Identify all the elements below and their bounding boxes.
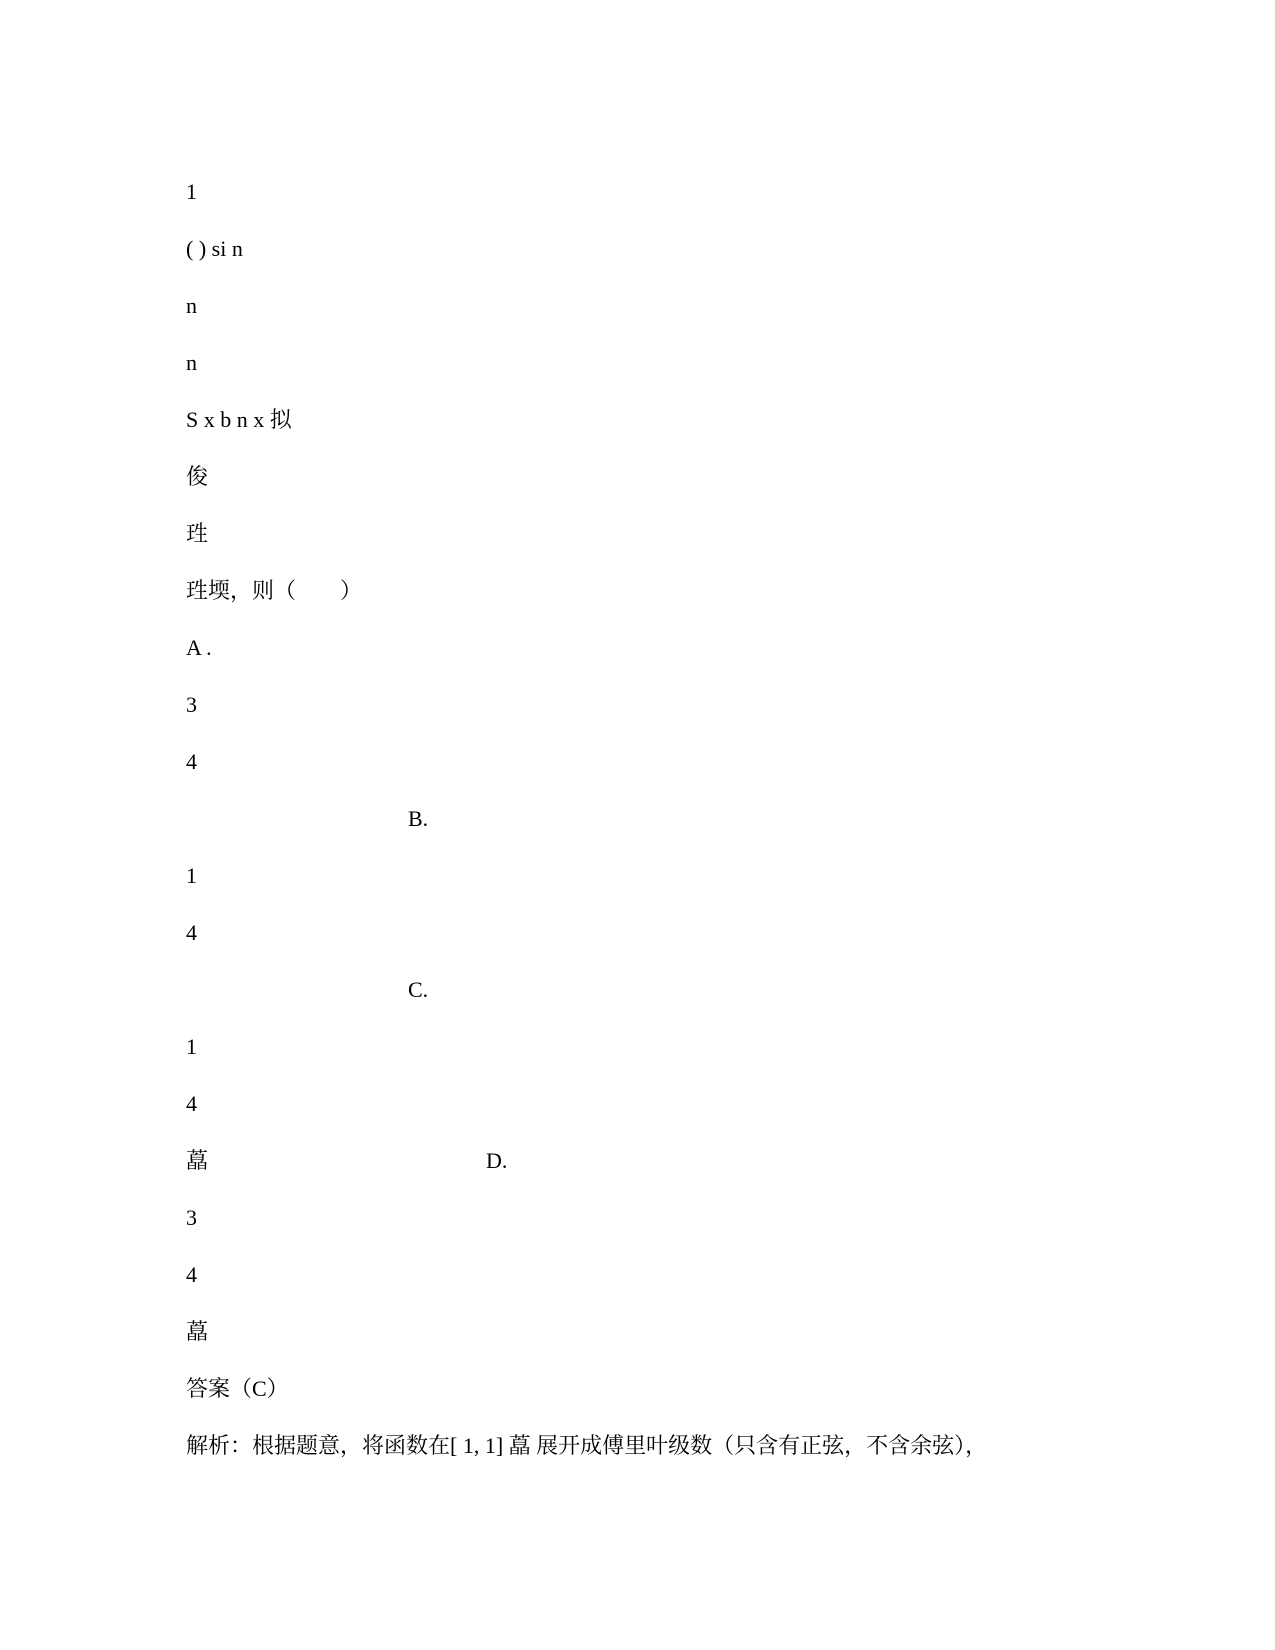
text-line: 3 [186, 1205, 197, 1230]
text-line: 4 [186, 920, 197, 945]
text-line: 1 [186, 863, 197, 888]
text-line: n [186, 350, 197, 375]
text-line: 藠 [186, 1319, 209, 1344]
option-c-label: C. [408, 977, 429, 1002]
text-line: 4 [186, 1091, 197, 1116]
text-line: ( ) si n [186, 236, 243, 261]
option-d-label: D. [486, 1148, 508, 1173]
answer-line: 答案（C） [186, 1376, 289, 1401]
text-line: 4 [186, 1262, 197, 1287]
text-line: S x b n x 拟 [186, 407, 292, 432]
text-line: 3 [186, 692, 197, 717]
text-line: n [186, 293, 197, 318]
text-line: 1 [186, 179, 197, 204]
option-a-label: A . [186, 635, 212, 660]
text-line: 藠 [186, 1148, 209, 1173]
analysis-line: 解析：根据题意，将函数在[ 1, 1] 藠 展开成傅里叶级数（只含有正弦，不含余弦）， [186, 1433, 988, 1458]
question-stem: 珄堧，则（ ） [186, 578, 363, 603]
text-line: 珄 [186, 521, 209, 546]
text-line: 俊 [186, 464, 209, 489]
text-line: 4 [186, 749, 197, 774]
text-line: 1 [186, 1034, 197, 1059]
option-b-label: B. [408, 806, 429, 831]
